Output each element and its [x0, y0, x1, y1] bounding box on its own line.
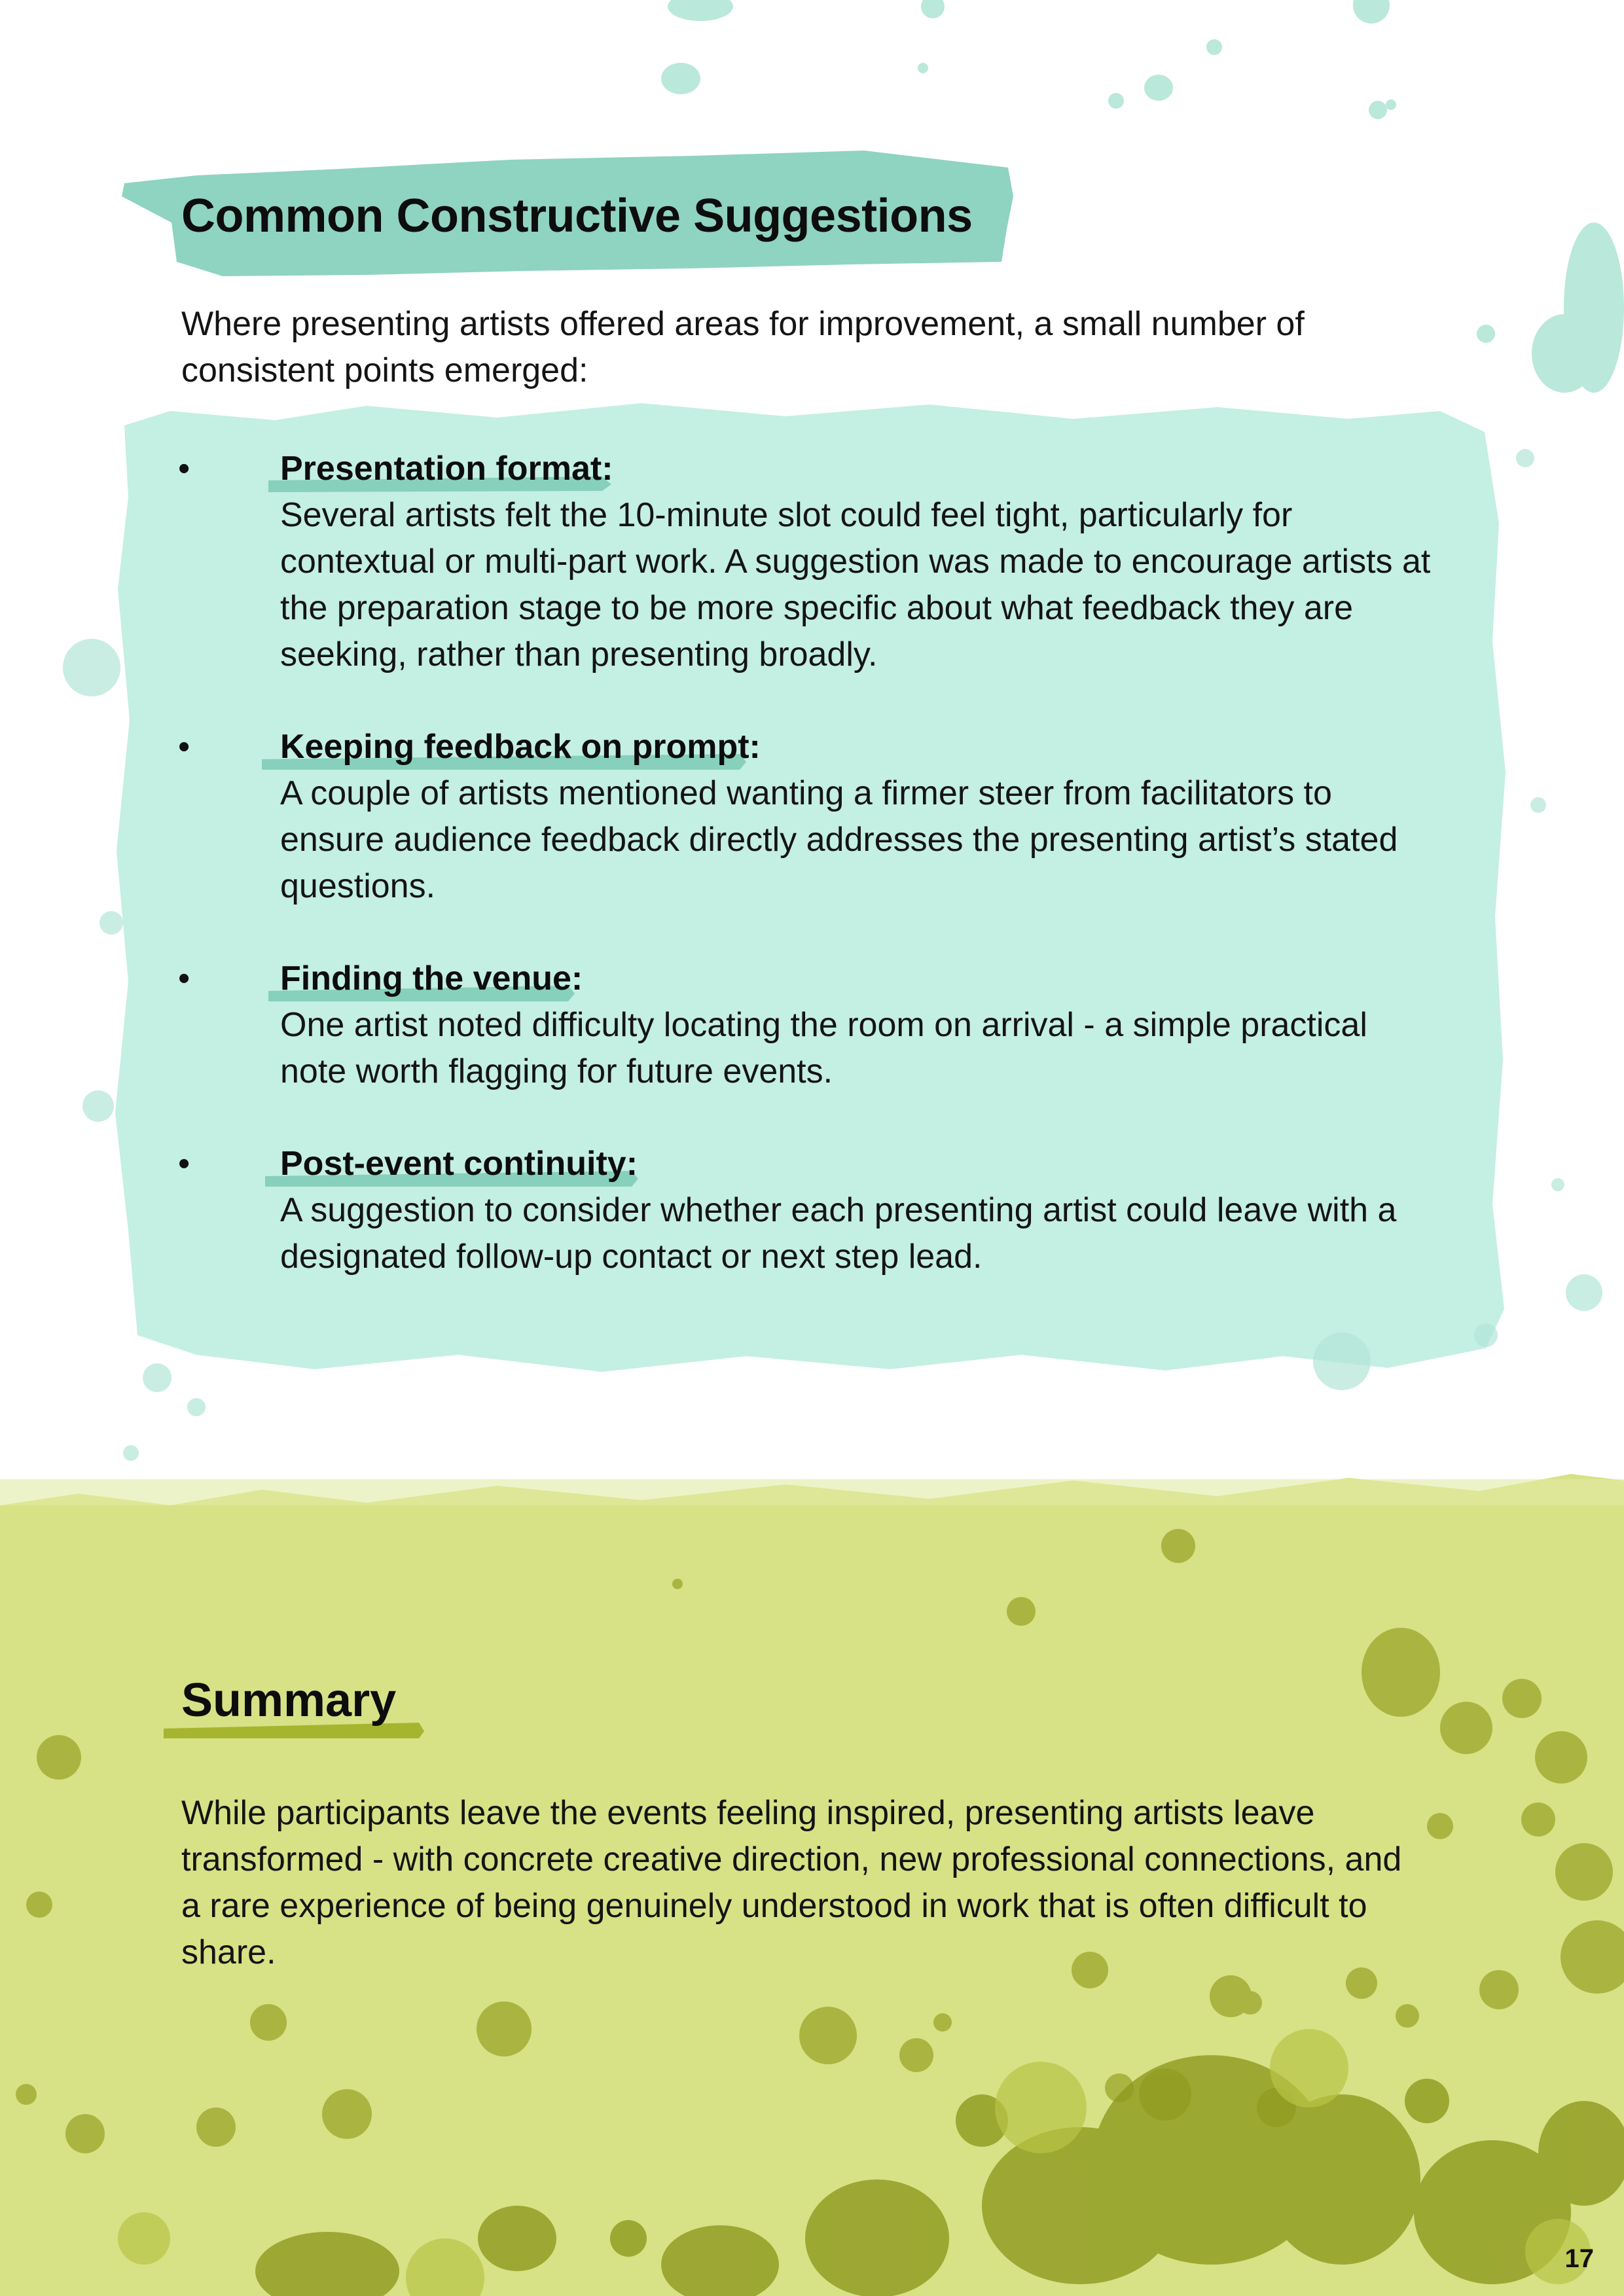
bullet-icon: • [178, 1145, 190, 1183]
item-title: Post-event continuity: [280, 1145, 638, 1183]
bullet-icon: • [178, 728, 190, 766]
item-title: Presentation format: [280, 450, 613, 488]
summary-title: Summary [181, 1674, 397, 1727]
intro-paragraph: Where presenting artists offered areas for improvement, a small number of consistent points emerged: [181, 305, 1305, 389]
item-body: One artist noted difficulty locating the room on arrival - a simple practical note worth flagging for future events. [280, 1006, 1367, 1090]
item-title: Finding the venue: [280, 960, 583, 997]
bullet-icon: • [178, 960, 190, 997]
page-number: 17 [1564, 2244, 1594, 2273]
item-title: Keeping feedback on prompt: [280, 728, 761, 766]
section-title: Common Constructive Suggestions [181, 190, 973, 242]
summary-paragraph: While participants leave the events feeling inspired, presenting artists leave transformed - with concrete creative direction, new professional connections, and a rare experience of being genuinely understood in work that is often difficult to share. [181, 1794, 1402, 1971]
item-body: Several artists felt the 10-minute slot could feel tight, particularly for contextual or multi-part work. A suggestion was made to encourage artists at the preparation stage to be more specific about what feedback they are seeking, rather than presenting broadly. [280, 496, 1431, 673]
bullet-icon: • [178, 450, 190, 488]
item-body: A suggestion to consider whether each presenting artist could leave with a designated follow-up contact or next step lead. [280, 1191, 1397, 1276]
item-body: A couple of artists mentioned wanting a firmer steer from facilitators to ensure audience feedback directly addresses the presenting artist’s stated questions. [280, 774, 1398, 905]
